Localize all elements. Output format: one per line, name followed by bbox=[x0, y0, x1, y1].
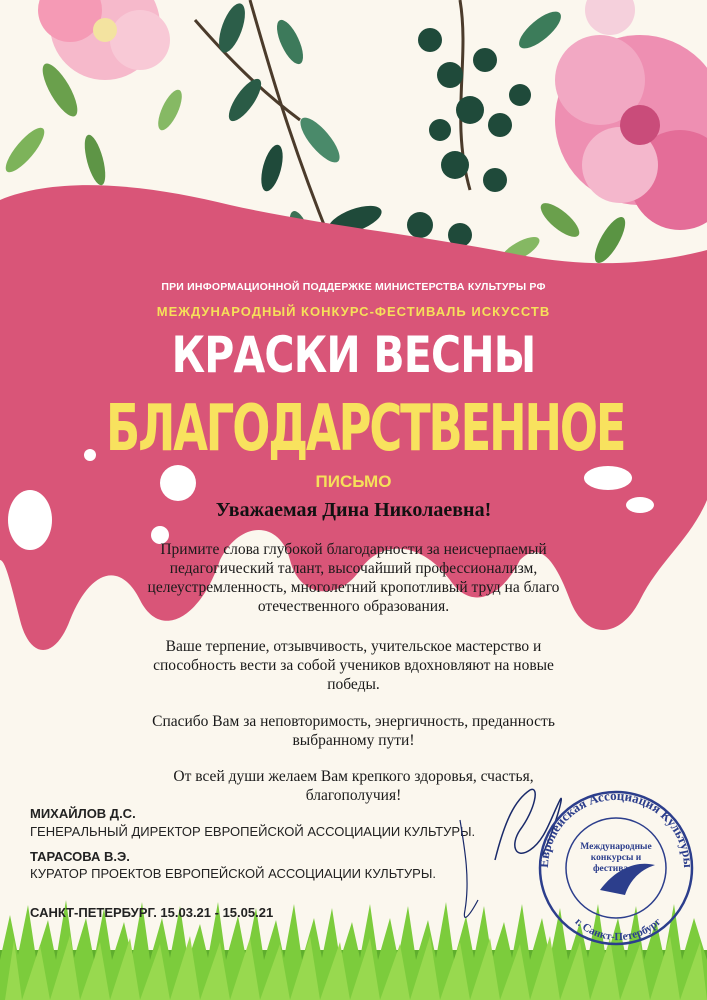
letter-paragraph: Примите слова глубокой благодарности за неисчерпаемый педагогический талант, высочайший профессионализм, целеустремленность, многолетний кропотливый труд на благо отечественного образования. bbox=[147, 541, 560, 615]
sponsor-line: ПРИ ИНФОРМАЦИОННОЙ ПОДДЕРЖКЕ МИНИСТЕРСТВА КУЛЬТУРЫ РФ bbox=[161, 281, 546, 293]
stamp-ring-text: Европейская Ассоциация Культуры bbox=[535, 787, 697, 869]
letter-paragraph: Спасибо Вам за неповторимость, энергичность, преданность выбранному пути! bbox=[152, 713, 555, 749]
stamp-center-text: Международные конкурсы и фестивали bbox=[580, 842, 652, 874]
place-and-dates: САНКТ-ПЕТЕРБУРГ. 15.03.21 - 15.05.21 bbox=[30, 905, 274, 920]
document-subtitle: ПИСЬМО bbox=[315, 472, 392, 491]
festival-name: МЕЖДУНАРОДНЫЙ КОНКУРС-ФЕСТИВАЛЬ ИСКУССТВ bbox=[156, 304, 551, 319]
signatory-name: МИХАЙЛОВ Д.С. bbox=[30, 806, 136, 821]
signatory-role: КУРАТОР ПРОЕКТОВ ЕВРОПЕЙСКОЙ АССОЦИАЦИИ КУЛЬТУРЫ. bbox=[30, 866, 436, 881]
contest-title: КРАСКИ ВЕСНЫ bbox=[171, 326, 536, 384]
signatory-role: ГЕНЕРАЛЬНЫЙ ДИРЕКТОР ЕВРОПЕЙСКОЙ АССОЦИАЦИИ КУЛЬТУРЫ. bbox=[30, 824, 476, 839]
signatory-name: ТАРАСОВА В.Э. bbox=[30, 849, 130, 864]
greeting: Уважаемая Дина Николаевна! bbox=[215, 499, 492, 521]
stamp-bottom-text: г. Санкт-Петербург bbox=[572, 915, 664, 944]
document-title: БЛАГОДАРСТВЕННОЕ bbox=[106, 392, 625, 466]
letter-paragraph: От всей души желаем Вам крепкого здоровья, счастья, благополучия! bbox=[173, 768, 534, 804]
letter-paragraph: Ваше терпение, отзывчивость, учительское мастерство и способность вести за собой учеников вдохновляют на новые победы. bbox=[153, 638, 554, 693]
